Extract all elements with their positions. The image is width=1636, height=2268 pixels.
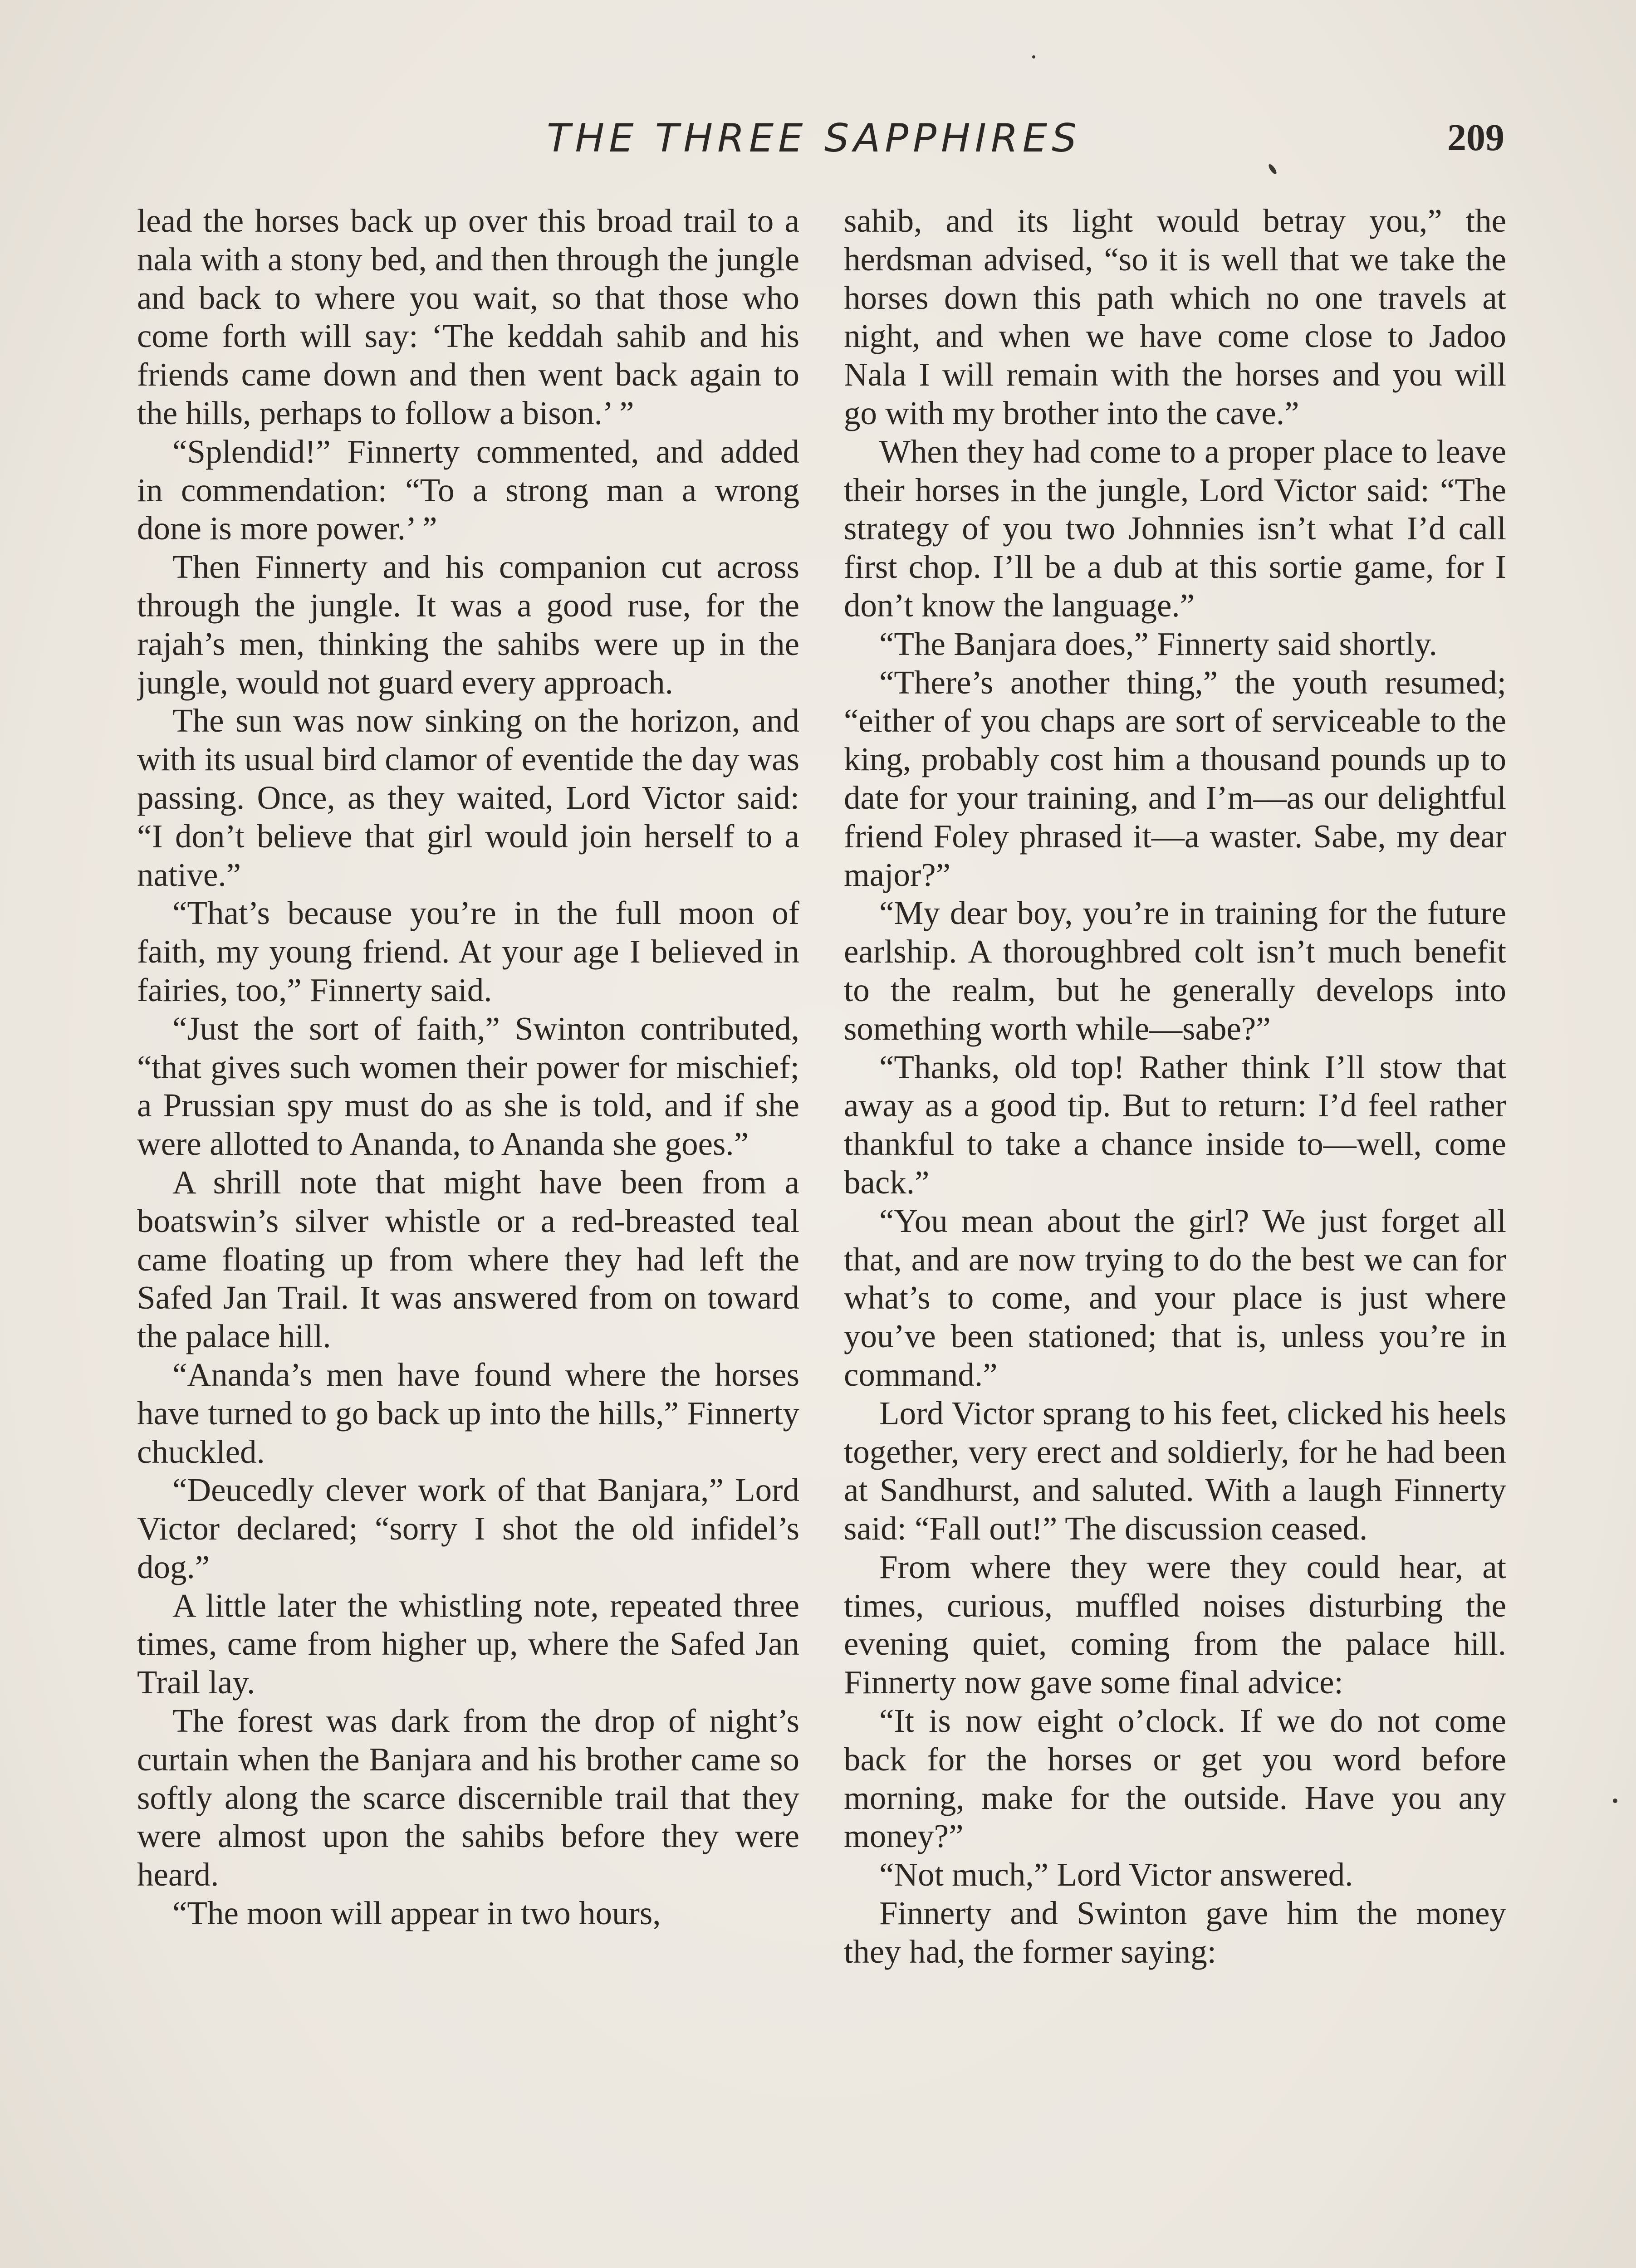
paragraph: “Ananda’s men have found where the horses have turned to go back up into the hills,” Finnerty chuckled. bbox=[137, 1356, 799, 1470]
paragraph: “Deucedly clever work of that Banjara,” Lord Victor declared; “sorry I shot the old infidel’s dog.” bbox=[137, 1471, 799, 1585]
paragraph: “Not much,” Lord Victor answered. bbox=[879, 1856, 1353, 1893]
running-title: THE THREE SAPPHIRES bbox=[547, 116, 1081, 161]
paragraph: The forest was dark from the drop of night’s curtain when the Banjara and his brother came so softly along the scarce discernible trail that they were almost upon the sahibs before they were heard. bbox=[137, 1702, 799, 1893]
paragraph: “That’s because you’re in the full moon of faith, my young friend. At your age I believed in fairies, too,” Finnerty said. bbox=[137, 894, 799, 1008]
paragraph: lead the horses back up over this broad trail to a nala with a stony bed, and then through the jungle and back to where you wait, so that those who come forth will say: ‘The keddah sahib and his friends came down and then went back again to the hills, perhaps to follow a bison.’ ” bbox=[137, 202, 799, 431]
paragraph: “There’s another thing,” the youth resumed; “either of you chaps are sort of serviceable to the king, probably cost him a thousand pounds up to date for your training, and I’m—as our delightful friend Foley phrased it—a waster. Sabe, my dear major?” bbox=[844, 664, 1506, 893]
paragraph: “The Banjara does,” Finnerty said shortly. bbox=[879, 625, 1437, 662]
paragraph: “My dear boy, you’re in training for the future earlship. A thoroughbred colt isn’t much benefit to the realm, but he generally develops into something worth while—sabe?” bbox=[844, 894, 1506, 1047]
paragraph: Lord Victor sprang to his feet, clicked his heels together, very erect and soldierly, for he had been at Sandhurst, and saluted. With a laugh Finnerty said: “Fall out!” The discussion ceased. bbox=[844, 1394, 1506, 1547]
page-number: 209 bbox=[1447, 117, 1504, 159]
paragraph: Finnerty and Swinton gave him the money they had, the former saying: bbox=[844, 1895, 1506, 1970]
paragraph: “Thanks, old top! Rather think I’ll stow that away as a good tip. But to return: I’d feel rather thankful to take a chance inside to—well, come back.” bbox=[844, 1048, 1506, 1201]
paragraph: “It is now eight o’clock. If we do not come back for the horses or get you word before morning, make for the outside. Have you any money?” bbox=[844, 1702, 1506, 1855]
paragraph: A little later the whistling note, repeated three times, came from higher up, where the Safed Jan Trail lay. bbox=[137, 1587, 799, 1701]
paragraph: Then Finnerty and his companion cut across through the jungle. It was a good ruse, for the rajah’s men, thinking the sahibs were up in the jungle, would not guard every approach. bbox=[137, 548, 799, 701]
right-column bbox=[844, 202, 1506, 2268]
paragraph: sahib, and its light would betray you,” the herdsman advised, “so it is well that we take the horses down this path which no one travels at night, and when we have come close to Jadoo Nala I will remain with the horses and you will go with my brother into the cave.” bbox=[844, 202, 1506, 431]
paper-speck bbox=[1032, 55, 1035, 59]
paragraph: “You mean about the girl? We just forget all that, and are now trying to do the best we can for what’s to come, and your place is just where you’ve been stationed; that is, unless you’re in command.” bbox=[844, 1202, 1506, 1393]
paragraph: From where they were they could hear, at times, curious, muffled noises disturbing the evening quiet, coming from the palace hill. Finnerty now gave some final advice: bbox=[844, 1548, 1506, 1701]
paragraph: The sun was now sinking on the horizon, and with its usual bird clamor of eventide the day was passing. Once, as they waited, Lord Victor said: “I don’t believe that girl would join herself to a native.” bbox=[137, 702, 799, 893]
paragraph: A shrill note that might have been from a boatswin’s silver whistle or a red-breasted teal came floating up from where they had left the Safed Jan Trail. It was answered from on toward the palace hill. bbox=[137, 1163, 799, 1355]
page-header bbox=[0, 116, 1636, 179]
paragraph: “Splendid!” Finnerty commented, and added in commendation: “To a strong man a wrong done is more power.’ ” bbox=[137, 433, 799, 547]
left-column bbox=[137, 202, 799, 2268]
paragraph: “The moon will appear in two hours, bbox=[172, 1895, 661, 1932]
paragraph: “Just the sort of faith,” Swinton contributed, “that gives such women their power for mischief; a Prussian spy must do as she is told, and if she were allotted to Ananda, to Ananda she goes.” bbox=[137, 1010, 799, 1163]
paragraph: When they had come to a proper place to leave their horses in the jungle, Lord Victor said: “The strategy of you two Johnnies isn’t what I’d call first chop. I’ll be a dub at this sortie game, for I don’t know the language.” bbox=[844, 433, 1506, 624]
paper-speck bbox=[1613, 1799, 1617, 1803]
